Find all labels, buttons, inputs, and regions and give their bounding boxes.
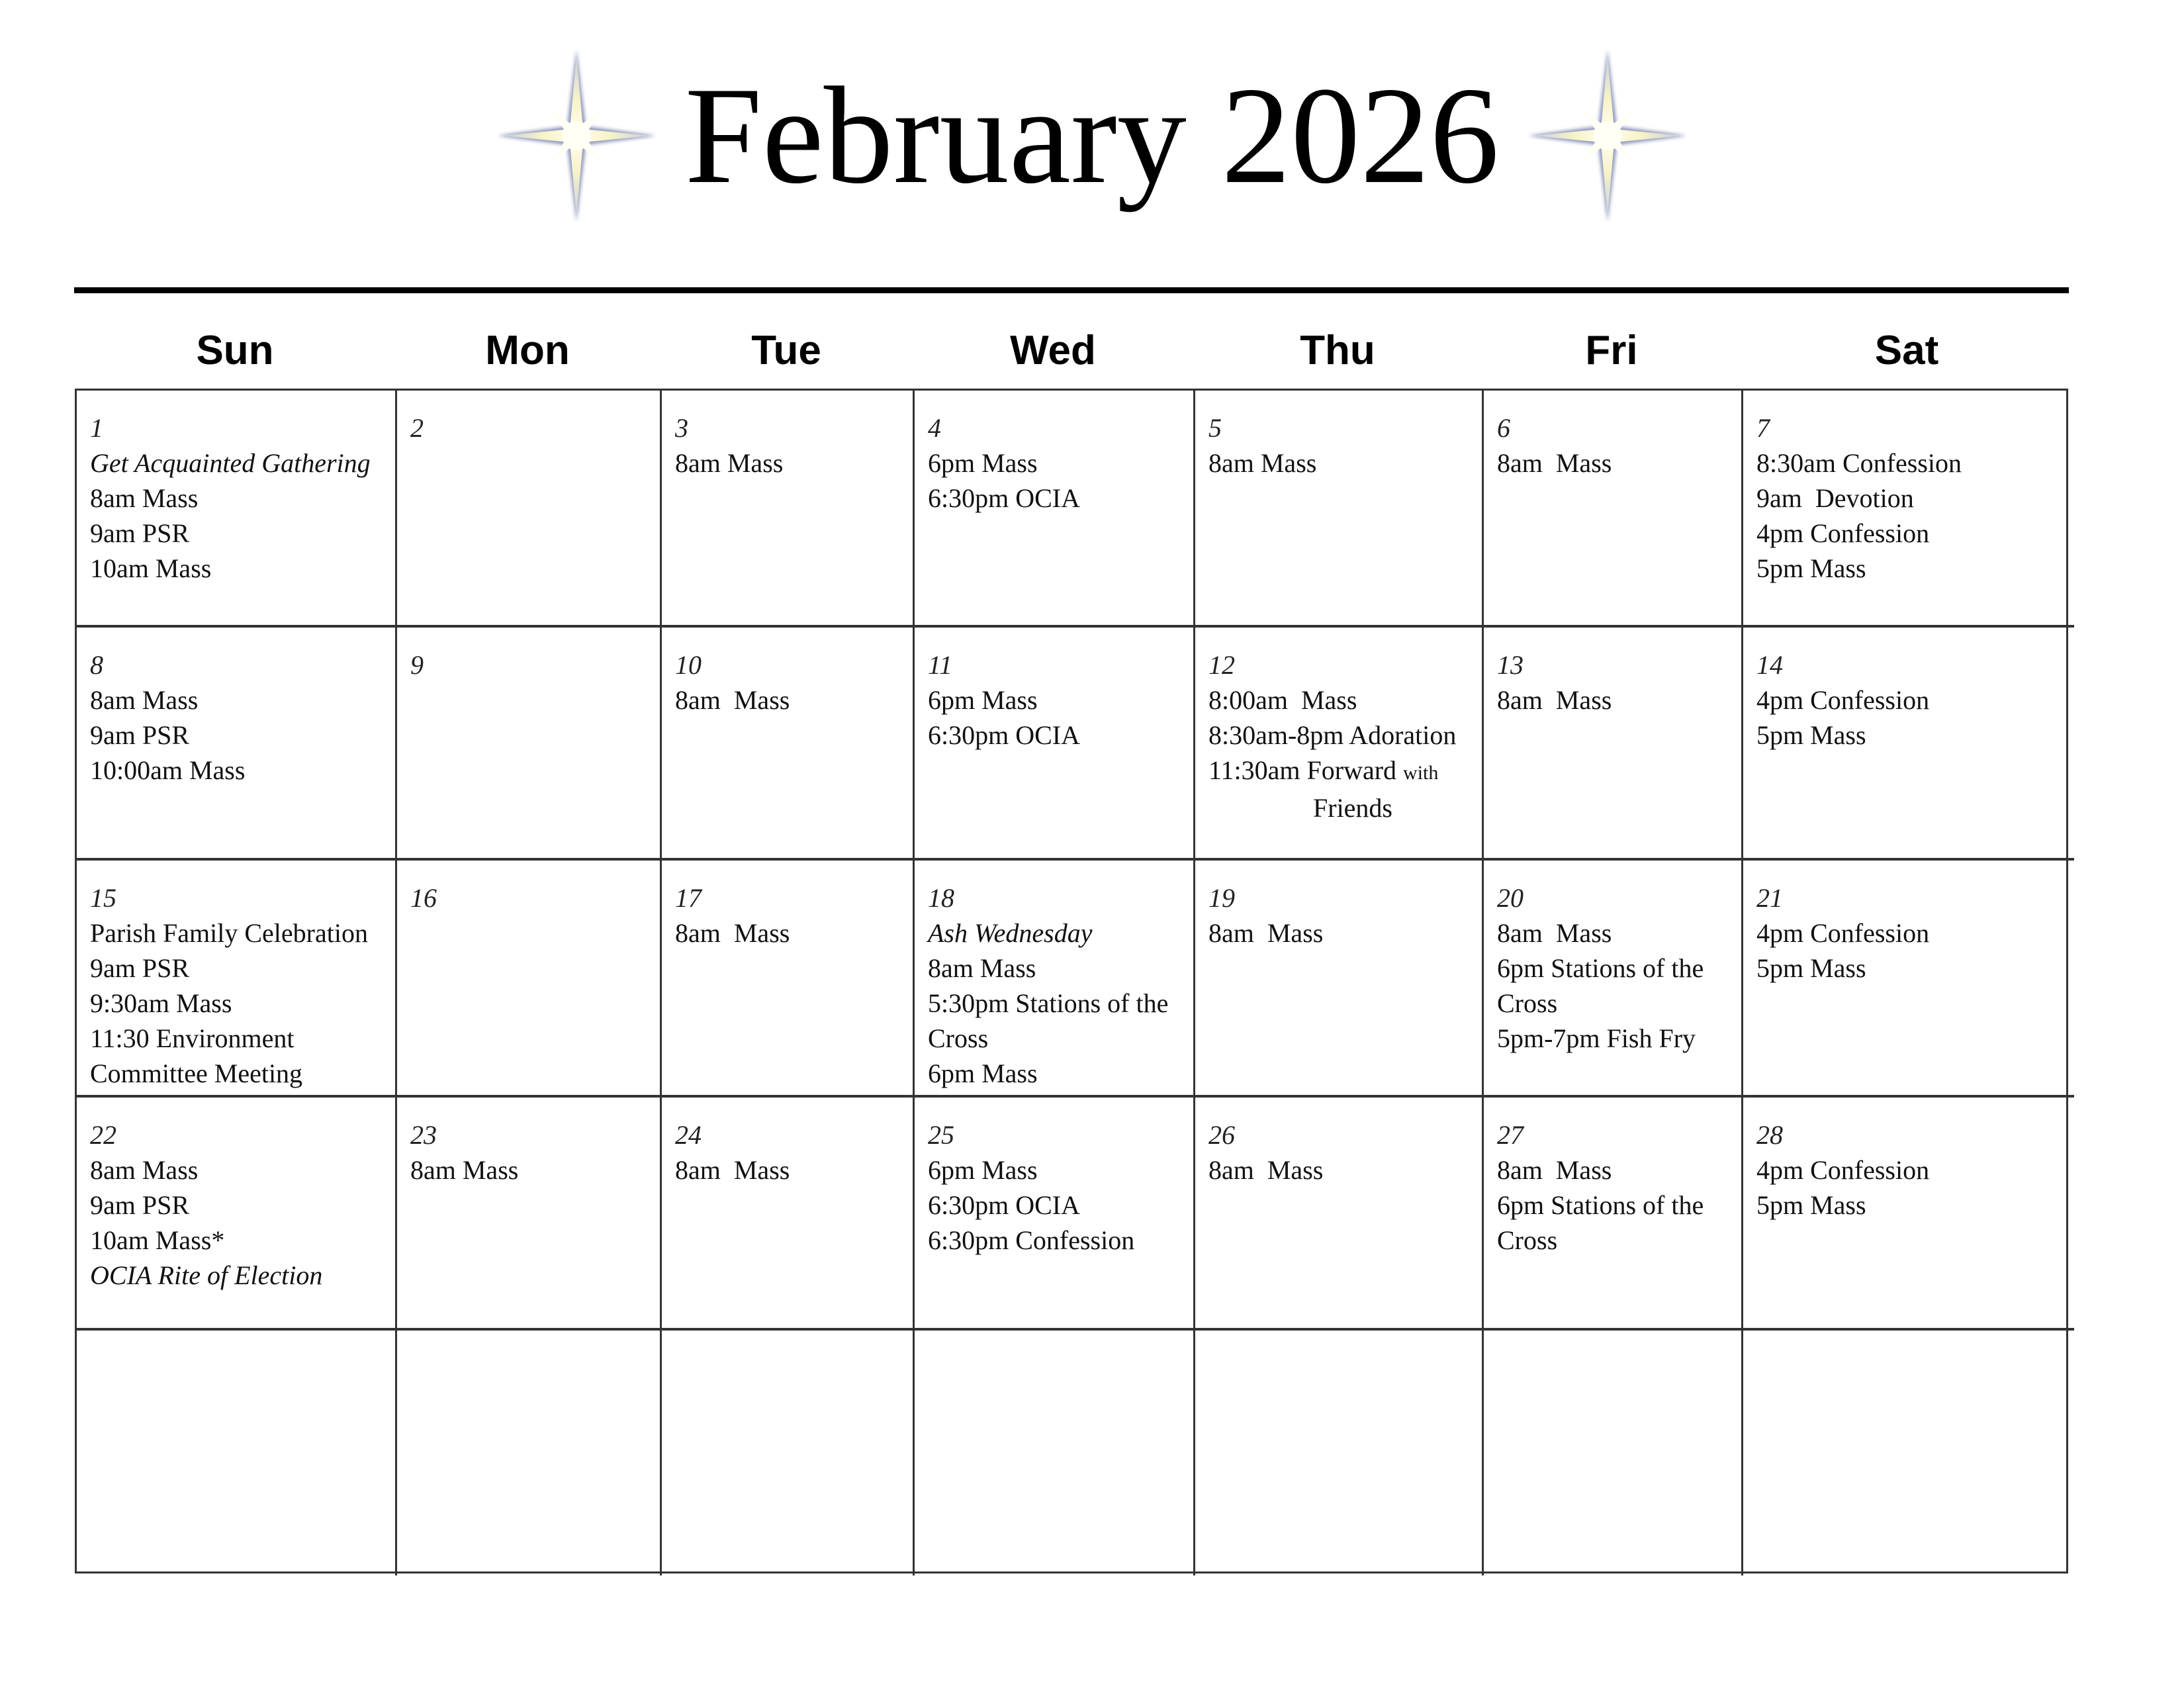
event-line	[1497, 682, 1729, 718]
weekday-header-fri: Fri	[1585, 328, 1638, 373]
day-number: 4	[928, 413, 941, 443]
weekday-header-sun: Sun	[196, 328, 274, 373]
event-text: 8am Mass	[90, 483, 199, 513]
event-line	[1208, 1152, 1470, 1188]
event-line	[928, 986, 1181, 1021]
event-line	[90, 1188, 383, 1223]
event-text: 8am Mass	[675, 685, 790, 715]
event-line	[1497, 915, 1729, 951]
day-number: 20	[1497, 883, 1524, 913]
event-text: 10am Mass	[90, 553, 212, 583]
event-line	[1497, 1223, 1729, 1258]
event-line	[1756, 718, 2062, 753]
event-line	[928, 1188, 1181, 1223]
event-text: Cross	[1497, 988, 1558, 1018]
calendar-day-cell	[662, 628, 915, 861]
event-text: 5pm Mass	[1756, 553, 1866, 583]
event-text: 8am Mass	[410, 1155, 519, 1185]
calendar-day-cell	[915, 628, 1195, 861]
event-text: 6pm Mass	[928, 1155, 1038, 1185]
event-line	[1208, 445, 1470, 481]
event-text: 8am Mass	[1208, 918, 1324, 948]
day-number: 27	[1497, 1120, 1524, 1150]
event-line	[410, 1152, 648, 1188]
calendar-day-cell	[915, 391, 1195, 628]
calendar-day-cell	[1484, 861, 1743, 1098]
event-line	[1756, 481, 2062, 516]
day-number: 12	[1208, 650, 1235, 680]
event-text: Get Acquainted Gathering	[90, 448, 371, 478]
event-text: 5:30pm Stations of the	[928, 988, 1169, 1018]
event-line	[675, 445, 901, 481]
event-text: OCIA Rite of Election	[90, 1260, 323, 1290]
day-number: 18	[928, 883, 954, 913]
event-line	[1497, 986, 1729, 1021]
event-line	[1497, 1188, 1729, 1223]
day-number: 13	[1497, 650, 1524, 680]
calendar-day-cell	[397, 1098, 662, 1331]
calendar-day-cell	[1195, 391, 1484, 628]
event-text: Committee Meeting	[90, 1058, 303, 1088]
day-number: 8	[90, 650, 103, 680]
event-text: 10:00am Mass	[90, 755, 246, 785]
event-line	[928, 951, 1181, 986]
event-line	[90, 445, 383, 481]
day-number: 19	[1208, 883, 1235, 913]
event-line	[928, 718, 1181, 753]
event-line	[928, 445, 1181, 481]
calendar-day-cell	[1743, 1331, 2074, 1575]
event-text: 8:30am Confession	[1756, 448, 1962, 478]
event-line	[90, 951, 383, 986]
calendar-day-cell	[1195, 1331, 1484, 1575]
event-line	[928, 915, 1181, 951]
calendar-day-cell	[662, 1331, 915, 1575]
event-line	[1756, 915, 2062, 951]
event-text: 9am Devotion	[1756, 483, 1914, 513]
day-number: 16	[410, 883, 437, 913]
calendar-day-cell	[915, 861, 1195, 1098]
day-number: 15	[90, 883, 116, 913]
event-line	[1756, 516, 2062, 551]
event-text: 9am PSR	[90, 518, 190, 548]
event-text: 8am Mass	[90, 685, 199, 715]
day-number: 10	[675, 650, 702, 680]
event-line	[1497, 1021, 1729, 1056]
event-line	[90, 481, 383, 516]
event-text: 8am Mass	[1497, 918, 1612, 948]
weekday-header-tue: Tue	[751, 328, 821, 373]
event-line	[90, 915, 383, 951]
event-text: 9am PSR	[90, 953, 190, 983]
event-text: 6:30pm Confession	[928, 1225, 1135, 1255]
day-number: 5	[1208, 413, 1222, 443]
event-text: 6pm Mass	[928, 685, 1038, 715]
event-text: Cross	[1497, 1225, 1558, 1255]
calendar-day-cell	[77, 1331, 397, 1575]
event-text: 6:30pm OCIA	[928, 483, 1080, 513]
calendar-day-cell	[1743, 861, 2074, 1098]
event-line	[90, 516, 383, 551]
weekday-header-sat: Sat	[1874, 328, 1939, 373]
calendar-day-cell	[915, 1098, 1195, 1331]
day-number: 24	[675, 1120, 702, 1150]
event-text: 6pm Mass	[928, 448, 1038, 478]
event-text: 6pm Mass	[928, 1058, 1038, 1088]
event-line	[1208, 915, 1470, 951]
calendar-day-cell	[77, 628, 397, 861]
day-number: 14	[1756, 650, 1783, 680]
event-text: 5pm-7pm Fish Fry	[1497, 1023, 1696, 1053]
calendar-day-cell	[1195, 628, 1484, 861]
day-number: 2	[410, 413, 424, 443]
day-number: 22	[90, 1120, 116, 1150]
event-text: 5pm Mass	[1756, 720, 1866, 750]
event-text: Ash Wednesday	[928, 918, 1093, 948]
day-number: 11	[928, 650, 953, 680]
event-text: 9am PSR	[90, 1190, 190, 1220]
event-text: 8am Mass	[90, 1155, 199, 1185]
calendar-day-cell	[77, 1098, 397, 1331]
event-line	[1756, 1152, 2062, 1188]
event-text: 4pm Confession	[1756, 1155, 1930, 1185]
event-text: 4pm Confession	[1756, 918, 1930, 948]
event-line	[1208, 753, 1470, 790]
weekday-header-row	[75, 318, 2068, 391]
event-text: 6pm Stations of the	[1497, 1190, 1704, 1220]
event-text: 8:30am-8pm Adoration	[1208, 720, 1457, 750]
calendar-day-cell	[1484, 1098, 1743, 1331]
day-number: 3	[675, 413, 688, 443]
event-text: 8am Mass	[1497, 1155, 1612, 1185]
day-number: 7	[1756, 413, 1770, 443]
event-line	[1208, 682, 1470, 718]
event-text: 8am Mass	[928, 953, 1036, 983]
event-text: 8am Mass	[1208, 448, 1317, 478]
calendar-day-cell	[1743, 391, 2074, 628]
event-line	[1756, 1188, 2062, 1223]
event-line	[928, 1021, 1181, 1056]
calendar-day-cell	[397, 1331, 662, 1575]
event-line	[90, 1152, 383, 1188]
page-title: February 2026	[684, 59, 1500, 212]
event-line	[1756, 682, 2062, 718]
calendar-day-cell	[915, 1331, 1195, 1575]
event-text: 6:30pm OCIA	[928, 1190, 1080, 1220]
calendar-day-cell	[1484, 1331, 1743, 1575]
day-number: 26	[1208, 1120, 1235, 1150]
calendar-day-cell	[1743, 628, 2074, 861]
event-text: 11:30 Environment	[90, 1023, 295, 1053]
day-number: 1	[90, 413, 103, 443]
day-number: 21	[1756, 883, 1783, 913]
event-line	[1497, 445, 1729, 481]
event-line	[90, 1223, 383, 1258]
event-line	[1497, 951, 1729, 986]
event-line	[90, 1258, 383, 1293]
event-line	[90, 986, 383, 1021]
event-line	[1208, 718, 1470, 753]
event-text: 11:30am Forward	[1208, 755, 1397, 785]
event-line	[1497, 1152, 1729, 1188]
day-number: 9	[410, 650, 424, 680]
event-text: 8:00am Mass	[1208, 685, 1357, 715]
event-line	[928, 682, 1181, 718]
event-text: Friends	[1313, 793, 1392, 823]
event-text: 4pm Confession	[1756, 518, 1930, 548]
title-divider	[74, 287, 2069, 293]
event-text: 10am Mass*	[90, 1225, 225, 1255]
calendar-day-cell	[77, 861, 397, 1098]
star-icon	[497, 46, 656, 225]
event-text: 5pm Mass	[1756, 953, 1866, 983]
event-text: 8am Mass	[675, 448, 784, 478]
day-number: 25	[928, 1120, 954, 1150]
calendar-day-cell	[397, 628, 662, 861]
event-text: 8am Mass	[1497, 448, 1612, 478]
event-line	[928, 1223, 1181, 1258]
event-text: Parish Family Celebration	[90, 918, 368, 948]
title-row	[0, 40, 2184, 232]
event-text: 8am Mass	[1497, 685, 1612, 715]
event-line	[90, 753, 383, 788]
event-line	[90, 682, 383, 718]
calendar-day-cell	[77, 391, 397, 628]
weekday-header-mon: Mon	[485, 328, 570, 373]
day-number: 28	[1756, 1120, 1783, 1150]
calendar-day-cell	[1484, 628, 1743, 861]
calendar-day-cell	[397, 861, 662, 1098]
calendar-day-cell	[397, 391, 662, 628]
weekday-header-thu: Thu	[1300, 328, 1375, 373]
event-line	[928, 1056, 1181, 1091]
event-line	[675, 682, 901, 718]
event-line	[90, 551, 383, 586]
event-line	[675, 915, 901, 951]
calendar-day-cell	[1743, 1098, 2074, 1331]
event-text: 5pm Mass	[1756, 1190, 1866, 1220]
weekday-header-wed: Wed	[1010, 328, 1096, 373]
event-text: 8am Mass	[1208, 1155, 1324, 1185]
event-text: 4pm Confession	[1756, 685, 1930, 715]
event-text: Cross	[928, 1023, 989, 1053]
event-text: 9am PSR	[90, 720, 190, 750]
event-line	[90, 1056, 383, 1091]
event-line	[1756, 551, 2062, 586]
event-text: 9:30am Mass	[90, 988, 232, 1018]
calendar-day-cell	[1484, 391, 1743, 628]
event-small-text: with	[1403, 762, 1439, 784]
day-number: 17	[675, 883, 702, 913]
page-header	[0, 40, 2184, 232]
calendar-day-cell	[662, 861, 915, 1098]
event-text: 8am Mass	[675, 918, 790, 948]
calendar-day-cell	[662, 391, 915, 628]
event-line	[928, 1152, 1181, 1188]
event-text: 6pm Stations of the	[1497, 953, 1704, 983]
event-line	[1756, 445, 2062, 481]
day-number: 6	[1497, 413, 1510, 443]
event-line	[928, 481, 1181, 516]
event-text: 8am Mass	[675, 1155, 790, 1185]
event-line	[90, 718, 383, 753]
day-number: 23	[410, 1120, 437, 1150]
calendar-day-cell	[1195, 1098, 1484, 1331]
event-line	[1756, 951, 2062, 986]
event-line	[1208, 790, 1470, 825]
event-line	[90, 1021, 383, 1056]
calendar-day-cell	[662, 1098, 915, 1331]
star-icon	[1528, 46, 1687, 225]
calendar-day-cell	[1195, 861, 1484, 1098]
calendar-grid	[75, 389, 2068, 1573]
event-text: 6:30pm OCIA	[928, 720, 1080, 750]
event-line	[675, 1152, 901, 1188]
